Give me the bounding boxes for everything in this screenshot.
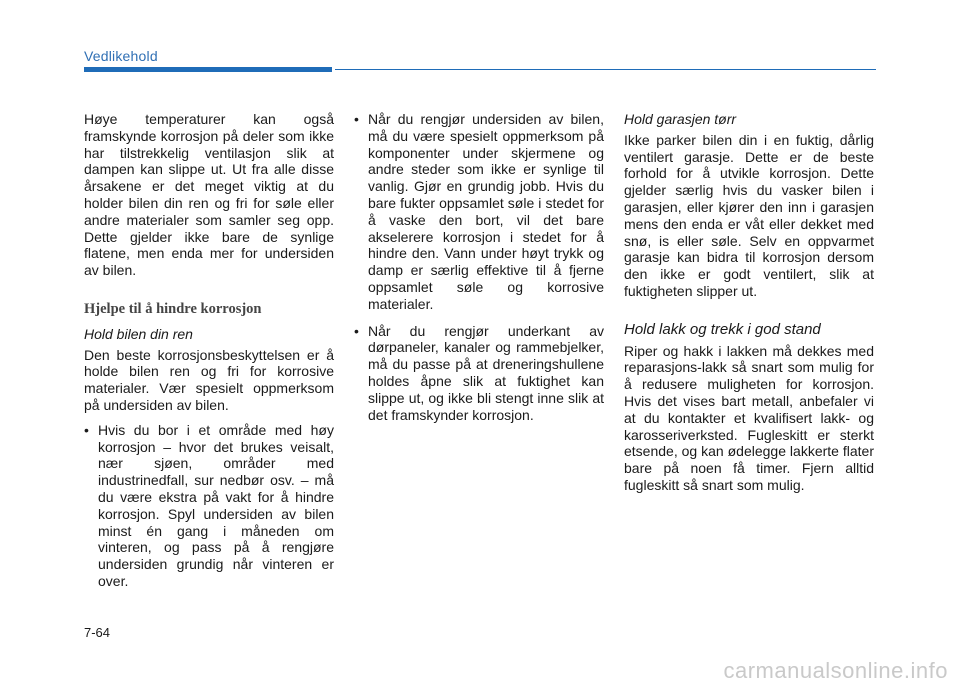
bullet-list [354, 111, 604, 423]
subheading-dry-garage: Hold garasjen tørr [624, 111, 737, 127]
body-paragraph: Riper og hakk i lakken må dekkes med reparasjons-lakk så snart som mulig for å redusere muligheten for korrosjon. Hvis det vises bart metall, anbefaler vi at du kontakter et kvalifisert lakk- og karosseriverksted. Fugleskitt er sterkt etsende, og kan ødelegge lakkerte flater bare på noen få timer. Fjern alltid fugleskitt så snart som mulig. [624, 342, 874, 493]
page-number: 7-64 [84, 625, 111, 640]
body-paragraph: Ikke parker bilen din i en fuktig, dårlig ventilert garasje. Dette er de beste forhold for å utvikle korrosjon. Dette gjelder særlig hvis du vasker bilen i garasjen, eller kjører den inn i garasjen mens den enda er våt eller dekket med snø, is eller søle. Selv en oppvarmet garasje kan bidra til korrosjon dersom den ikke er godt ventilert, slik at fuktigheten slipper ut. [624, 131, 874, 299]
header-rule-thin [335, 69, 876, 70]
bullet-list [84, 422, 334, 590]
column-2 [354, 111, 604, 423]
column-1 [84, 111, 334, 590]
watermark: carmanualsonline.info [723, 658, 948, 683]
list-item: • Hvis du bor i et område med høy korrosjon – hvor det brukes veisalt, nær sjøen, områder med industrinedfall, sur nedbør osv. – må du være ekstra på vakt for å hindre korrosjon. Spyl undersiden av bilen minst én gang i måneden om vinteren, og pass på å rengjøre undersiden grundig når vinteren er over. [84, 422, 334, 590]
header-rule-thick [84, 67, 332, 72]
list-item: • Når du rengjør undersiden av bilen, må du være spesielt oppmerksom på komponenter under skjermene og andre steder som ikke er synlige til vanlig. Gjør en grundig jobb. Hvis du bare fukter oppsamlet søle i stedet for å vaske den bort, vil det bare akselerere korrosjon i stedet for å hindre den. Vann under høyt trykk og damp er særlig effektive til å fjerne oppsamlet søle og korrosive materialer. [354, 111, 604, 313]
subheading-paint-condition: Hold lakk og trekk i god stand [624, 320, 821, 338]
intro-paragraph: Høye temperaturer kan også framskynde korrosjon på deler som ikke har tilstrekkelig ventilasjon slik at dampen kan slippe ut. Ut fra alle disse årsakene er det meget viktig at du holder bilen din ren og fri for søle eller andre materialer som samler seg opp. Dette gjelder ikke bare de synlige flatene, men enda mer for undersiden av bilen. [84, 111, 334, 279]
section-title: Vedlikehold [84, 48, 158, 64]
list-item: • Når du rengjør underkant av dørpaneler, kanaler og rammebjelker, må du passe på at dreneringshullene holdes åpne slik at fuktighet kan slippe ut, og ikke bli stengt inne slik at det framskynder korrosjon. [354, 323, 604, 424]
section-heading: Hjelpe til å hindre korrosjon [84, 300, 262, 317]
subheading-clean-car: Hold bilen din ren [84, 325, 193, 342]
body-paragraph: Den beste korrosjonsbeskyttelsen er å holde bilen ren og fri for korrosive materialer. Vær spesielt oppmerksom på undersiden av bilen. [84, 346, 334, 413]
column-3 [624, 111, 874, 494]
